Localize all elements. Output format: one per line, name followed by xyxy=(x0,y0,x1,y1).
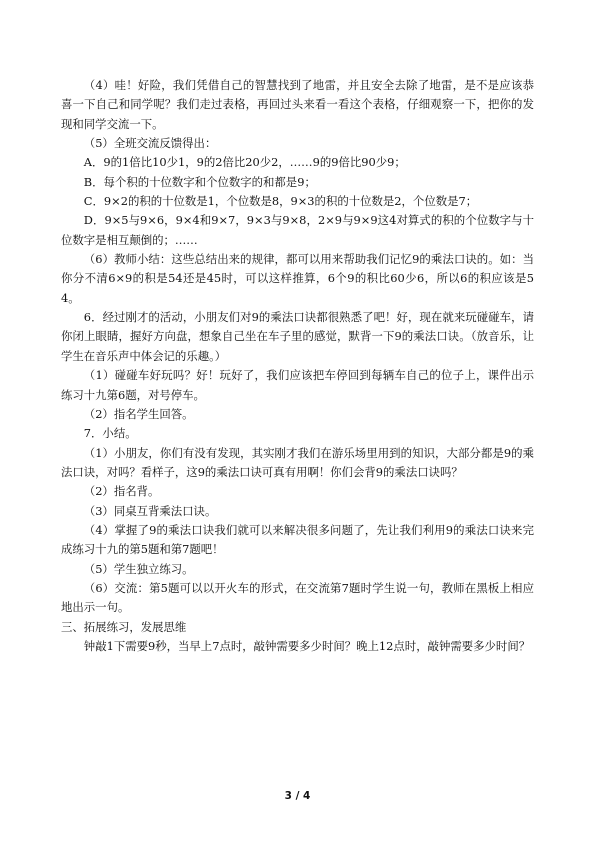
paragraph: （4）哇！好险，我们凭借自己的智慧找到了地雷，并且安全去除了地雷，是不是应该恭喜一下自己和同学呢？我们走过表格，再回过头来看一看这个表格，仔细观察一下，把你的发现和同学交流一下。 xyxy=(61,78,534,131)
page-number: 3 / 4 xyxy=(284,790,311,802)
paragraph: C．9×2的积的十位数是1，个位数是8，9×3的积的十位数是2，个位数是7； xyxy=(83,194,478,209)
document-body xyxy=(61,76,534,656)
paragraph: D．9×5与9×6，9×4和9×7，9×3与9×8，2×9与9×9这4对算式的积的个位数字与十位数字是相互颠倒的；…… xyxy=(61,213,534,247)
paragraph: A．9的1倍比10少1，9的2倍比20少2，……9的9倍比90少9； xyxy=(83,155,406,170)
paragraph: （1）小朋友，你们有没有发现，其实刚才我们在游乐场里用到的知识，大部分都是9的乘法口诀，对吗？看样子，这9的乘法口诀可真有用啊！你们会背9的乘法口诀吗？ xyxy=(61,445,534,479)
paragraph: （1）碰碰车好玩吗？好！玩好了，我们应该把车停回到每辆车自己的位子上，课件出示练习十九第6题，对号停车。 xyxy=(61,368,534,402)
paragraph: 7．小结。 xyxy=(83,426,137,441)
paragraph: 三、拓展练习，发展思维 xyxy=(61,619,187,634)
paragraph: （5）全班交流反馈得出： xyxy=(83,136,217,151)
paragraph: （4）掌握了9的乘法口诀我们就可以来解决很多问题了，先让我们利用9的乘法口诀来完成练习十九的第5题和第7题吧！ xyxy=(61,522,534,557)
paragraph: （2）指名学生回答。 xyxy=(83,406,194,421)
paragraph: （6）教师小结：这些总结出来的规律，都可以用来帮助我们记忆9的乘法口诀的。如：当你分不清6×9的积是54还是45时，可以这样推算，6个9的积比60少6，所以6的积应该是54。 xyxy=(61,252,534,305)
paragraph: 6．经过刚才的活动，小朋友们对9的乘法口诀都很熟悉了吧！好，现在就来玩碰碰车，请你闭上眼睛，握好方向盘，想象自己坐在车子里的感觉，默背一下9的乘法口诀。（放音乐，让学生在音乐声中体会记的乐趣。） xyxy=(61,310,534,363)
paragraph: （5）学生独立练习。 xyxy=(83,561,194,576)
paragraph: B．每个积的十位数字和个位数字的和都是9； xyxy=(83,174,316,189)
paragraph: （6）交流：第5题可以以开火车的形式，在交流第7题时学生说一句，教师在黑板上相应地出示一句。 xyxy=(61,580,534,615)
paragraph: （2）指名背。 xyxy=(83,484,160,499)
paragraph: 钟敲1下需要9秒，当早上7点时，敲钟需要多少时间？晚上12点时，敲钟需要多少时间？ xyxy=(83,638,531,653)
paragraph: （3）同桌互背乘法口诀。 xyxy=(83,503,217,518)
